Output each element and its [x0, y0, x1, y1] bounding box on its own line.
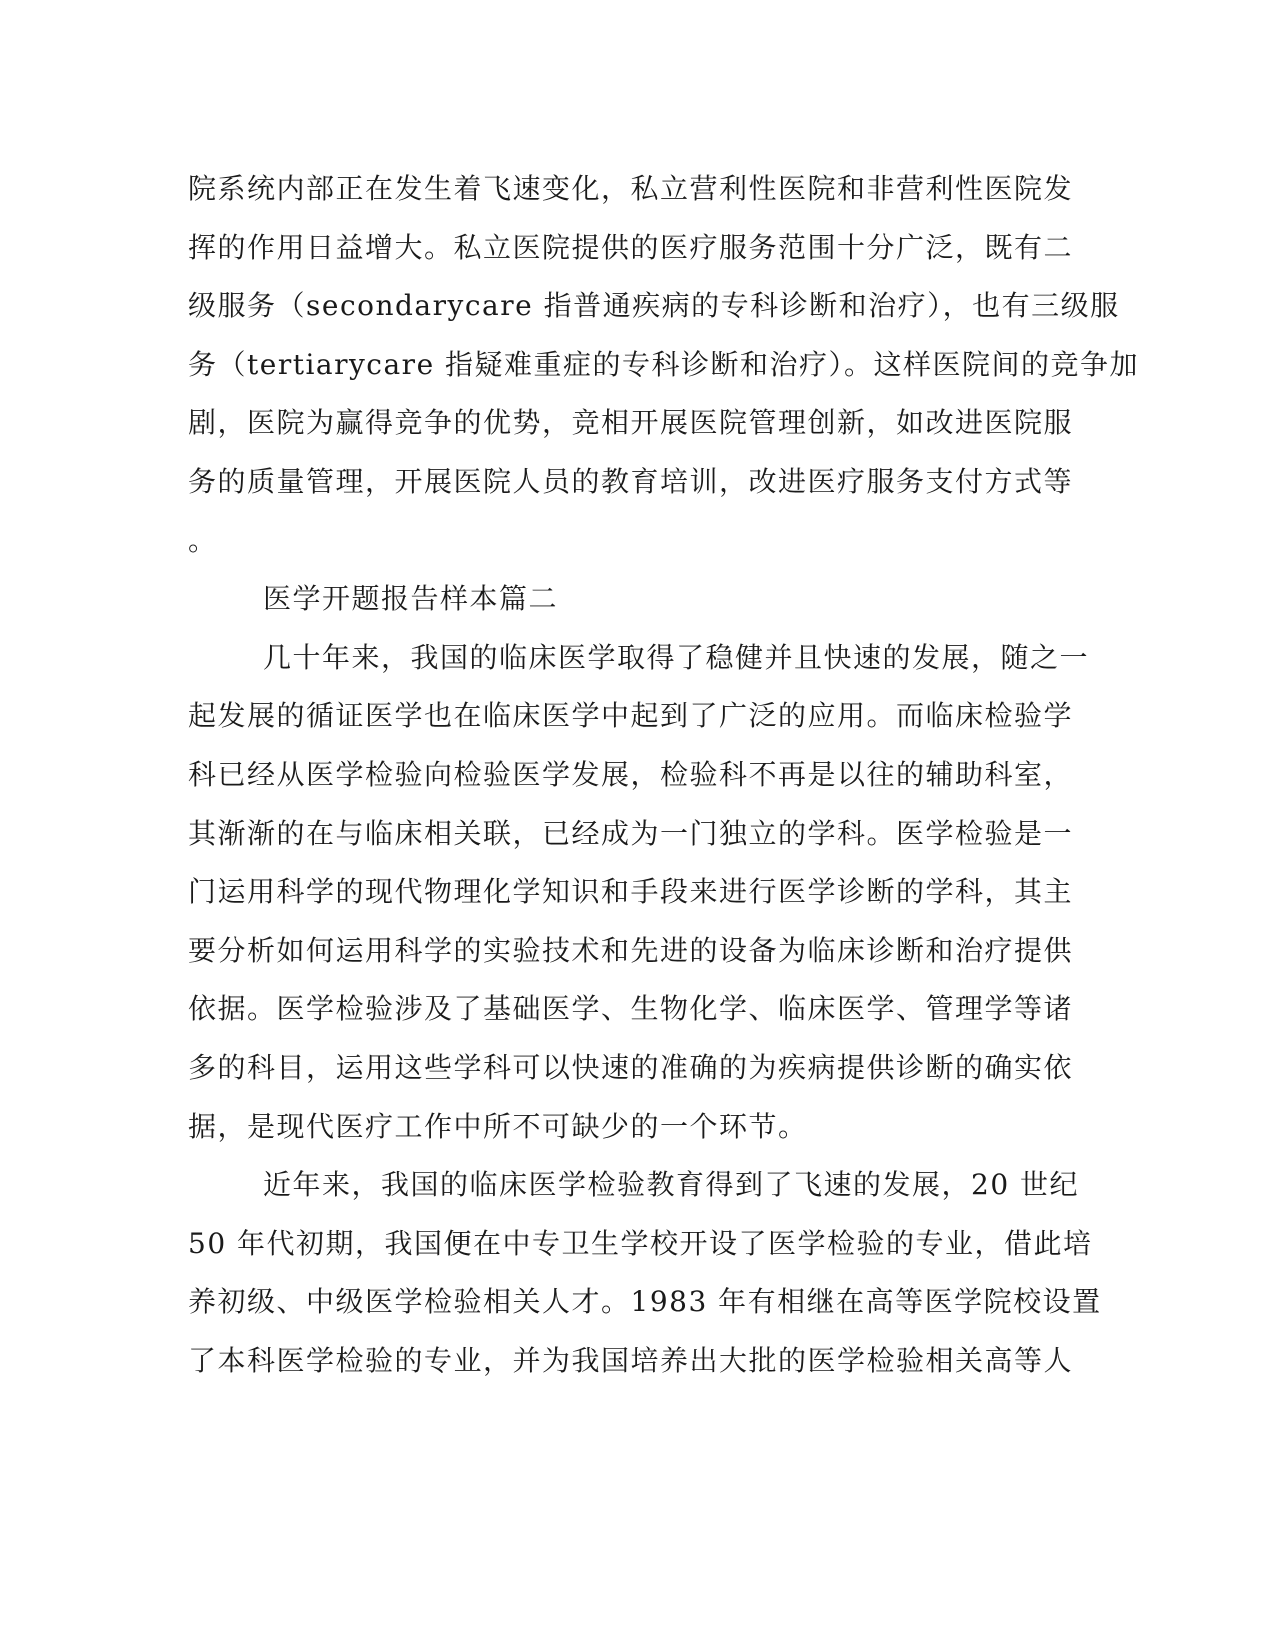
- text-line: 级服务（secondarycare 指普通疾病的专科诊断和治疗），也有三级服: [188, 289, 1120, 323]
- section-heading: 医学开题报告样本篇二: [263, 582, 559, 616]
- paragraph-first-line: 几十年来，我国的临床医学取得了稳健并且快速的发展，随之一: [263, 640, 1090, 674]
- text-line: 门运用科学的现代物理化学知识和手段来进行医学诊断的学科，其主: [188, 875, 1074, 909]
- paragraph-first-line: 近年来，我国的临床医学检验教育得到了飞速的发展，20 世纪: [263, 1168, 1080, 1202]
- text-line: 挥的作用日益增大。私立医院提供的医疗服务范围十分广泛，既有二: [188, 230, 1074, 264]
- text-line: 其渐渐的在与临床相关联，已经成为一门独立的学科。医学检验是一: [188, 816, 1074, 850]
- text-line: 院系统内部正在发生着飞速变化，私立营利性医院和非营利性医院发: [188, 172, 1074, 205]
- text-line: 要分析如何运用科学的实验技术和先进的设备为临床诊断和治疗提供: [188, 933, 1074, 967]
- text-line: 务的质量管理，开展医院人员的教育培训，改进医疗服务支付方式等: [188, 464, 1074, 498]
- text-line: 养初级、中级医学检验相关人才。1983 年有相继在高等医学院校设置: [188, 1285, 1102, 1319]
- text-line: 50 年代初期，我国便在中专卫生学校开设了医学检验的专业，借此培: [188, 1226, 1093, 1260]
- text-line: 据，是现代医疗工作中所不可缺少的一个环节。: [188, 1109, 808, 1143]
- text-line: 科已经从医学检验向检验医学发展，检验科不再是以往的辅助科室，: [188, 757, 1074, 791]
- text-line: 多的科目，运用这些学科可以快速的准确的为疾病提供诊断的确实依: [188, 1050, 1074, 1084]
- text-line: 依据。医学检验涉及了基础医学、生物化学、临床医学、管理学等诸: [188, 992, 1074, 1026]
- text-line: 剧，医院为赢得竞争的优势，竞相开展医院管理创新，如改进医院服: [188, 406, 1074, 440]
- body-text: [188, 160, 1140, 1390]
- text-line: 了本科医学检验的专业，并为我国培养出大批的医学检验相关高等人: [188, 1343, 1074, 1377]
- text-line: 起发展的循证医学也在临床医学中起到了广泛的应用。而临床检验学: [188, 699, 1074, 733]
- text-line: 务（tertiarycare 指疑难重症的专科诊断和治疗）。这样医院间的竞争加: [188, 347, 1140, 381]
- text-line: 。: [188, 523, 218, 557]
